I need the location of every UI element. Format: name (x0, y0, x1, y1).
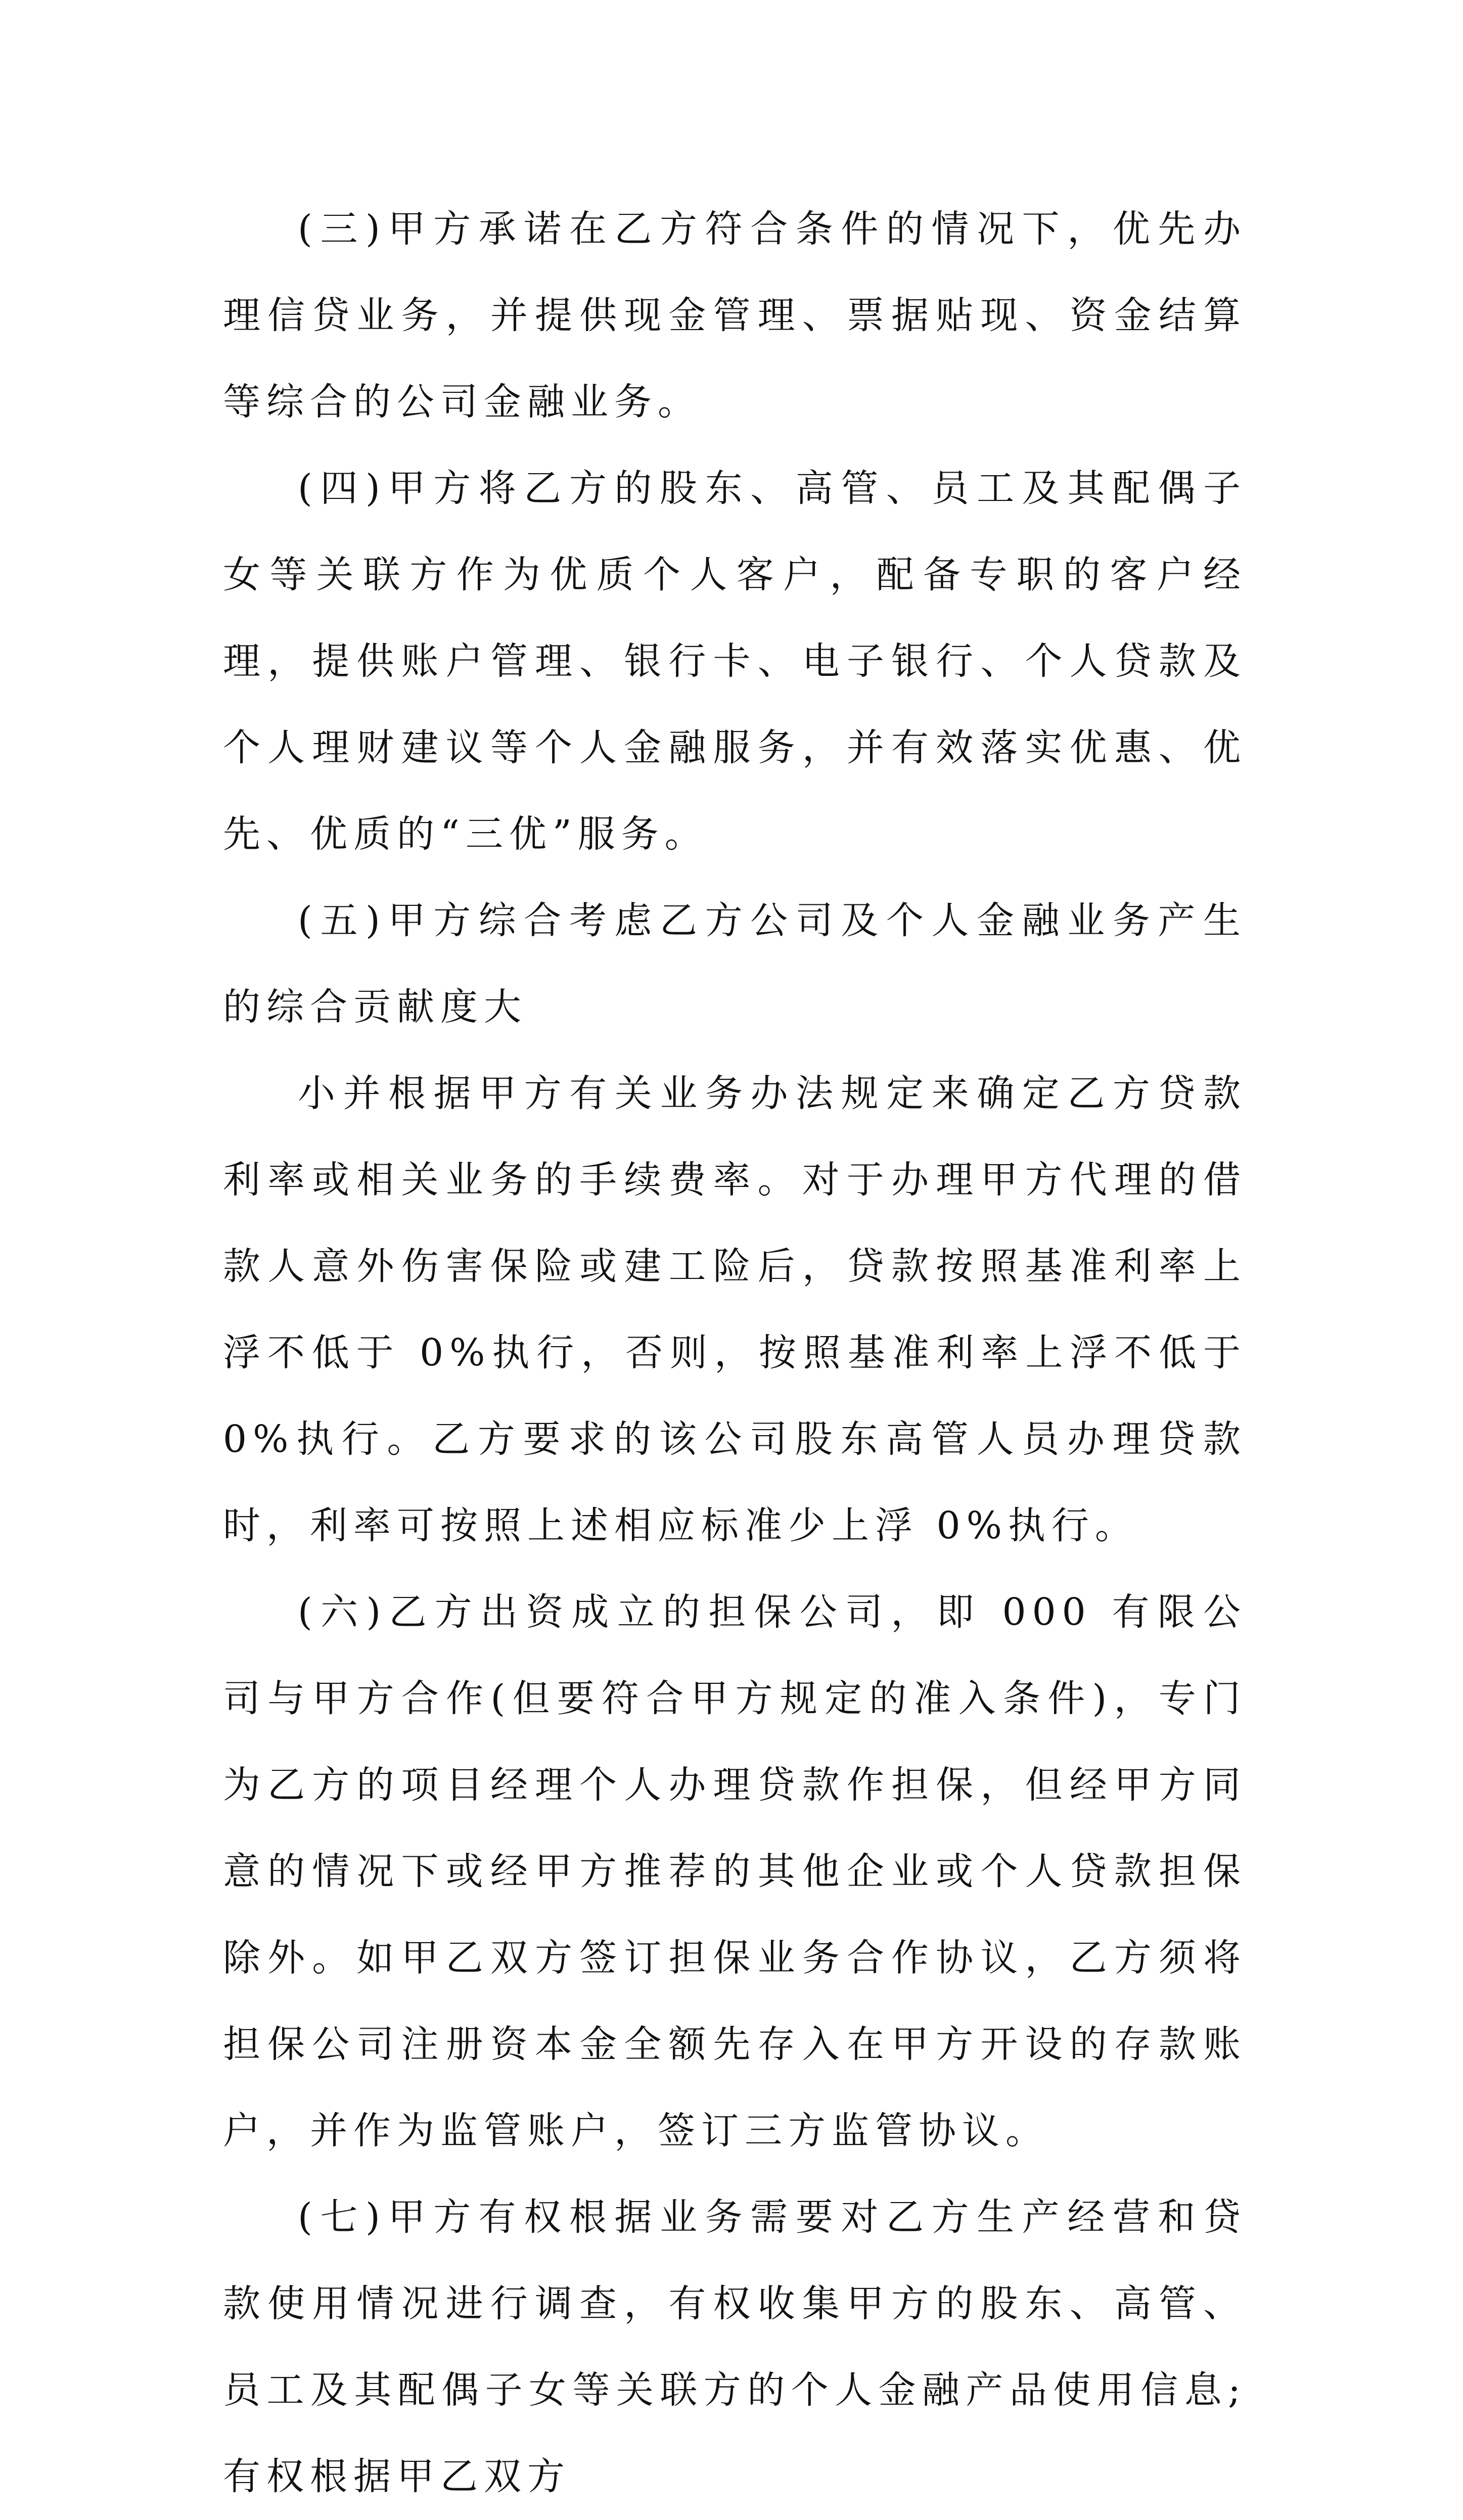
paragraph-4: (四)甲方将乙方的股东、高管、员工及其配偶子女等关联方作为优质个人客户，配备专职的客户经理，提供账户管理、银行卡、电子银行、个人贷款及个人理财建议等个人金融服务，并有效落实优惠、优先、优质的“三优”服务。 (223, 467, 1247, 856)
paragraph-5: (五)甲方综合考虑乙方公司及个人金融业务产生的综合贡献度大 (223, 899, 1247, 1029)
paragraph-5-continued: 小并根据甲方有关业务办法规定来确定乙方贷款利率或相关业务的手续费率。对于办理甲方代理的借款人意外伤害保险或建工险后，贷款按照基准利率上浮不低于 0%执行，否则，按照基准利率上浮不低于 0%执行。乙方要求的该公司股东高管人员办理贷款时，利率可按照上述相应标准少上浮 0%执行。 (223, 1072, 1247, 1547)
paragraph-6: (六)乙方出资成立的担保公司，即 000 有限公司与甲方合作(但要符合甲方规定的准入条件)，专门为乙方的项目经理个人办理贷款作担保，但经甲方同意的情况下或经甲方推荐的其他企业或个人贷款担保除外。如甲乙双方签订担保业务合作协议，乙方须将担保公司注册资本金全额先存入在甲方开设的存款账户，并作为监管账户，签订三方监管协议。 (223, 1590, 1247, 2152)
document-body (223, 186, 1247, 2520)
paragraph-3: (三)甲方承诺在乙方符合条件的情况下，优先办理信贷业务，并提供现金管理、票据贴现、资金结算等综合的公司金融业务。 (223, 207, 1247, 424)
paragraph-7: (七)甲方有权根据业务需要对乙方生产经营和贷款使用情况进行调查，有权收集甲方的股东、高管、员工及其配偶子女等关联方的个人金融产品使用信息;有权根据甲乙双方 (223, 2195, 1247, 2498)
